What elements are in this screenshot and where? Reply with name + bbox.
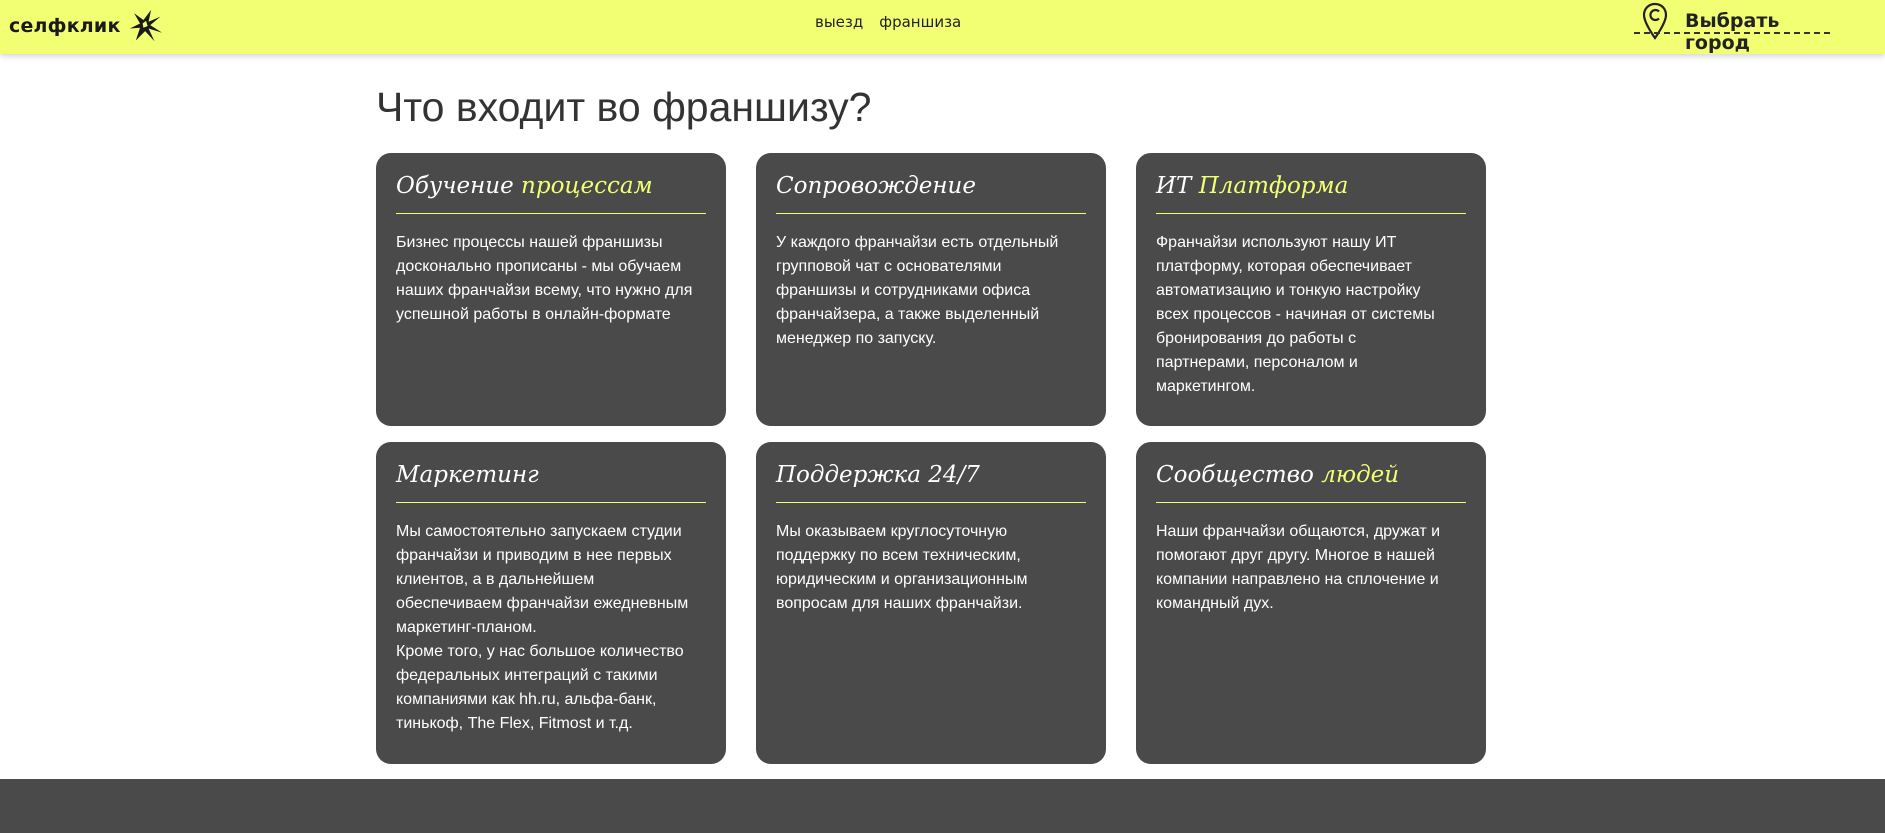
- card-title-accent: процессам: [521, 173, 653, 199]
- main-nav: [815, 13, 961, 31]
- card-title: [396, 460, 706, 490]
- card-title-accent: людей: [1321, 462, 1400, 488]
- card-divider: [776, 213, 1086, 214]
- card-divider: [1156, 213, 1466, 214]
- feature-card-it-platform: [1136, 153, 1486, 426]
- card-text: У каждого франчайзи есть отдельный групповой чат с основателями франшизы и сотрудниками офиса франчайзера, а также выделенный менеджер по запуску.: [776, 234, 1059, 347]
- site-header: [0, 0, 1885, 54]
- feature-card-training: [376, 153, 726, 426]
- card-divider: [396, 213, 706, 214]
- card-title-plain: Поддержка 24/7: [776, 462, 980, 488]
- city-selector-label: Выбрать город: [1685, 10, 1780, 54]
- logo[interactable]: [9, 9, 163, 43]
- feature-card-support-escort: [756, 153, 1106, 426]
- card-title-plain: ИТ: [1156, 173, 1199, 199]
- page-title: Что входит во франшизу?: [376, 84, 872, 130]
- card-title: [396, 171, 706, 201]
- nav-link-franchise[interactable]: франшиза: [879, 13, 962, 31]
- card-title: [776, 460, 1086, 490]
- card-title-plain: Сопровождение: [776, 173, 976, 199]
- card-divider: [1156, 502, 1466, 503]
- card-text: Бизнес процессы нашей франшизы досконально прописаны - мы обучаем наших франчайзи всему, что нужно для успешной работы в онлайн-формате: [396, 234, 693, 323]
- card-title: [1156, 460, 1466, 490]
- site-footer: [0, 779, 1885, 833]
- feature-card-support-247: [756, 442, 1106, 764]
- card-title: [776, 171, 1086, 201]
- logo-star-icon: [129, 9, 163, 43]
- card-text: Мы самостоятельно запускаем студии франчайзи и приводим в нее первых клиентов, а в дальнейшем обеспечиваем франчайзи ежедневным маркетинг-планом. Кроме того, у нас большое количество федеральных интеграций с такими компаниями как hh.ru, альфа-банк, тинькоф, The Flex, Fitmost и т.д.: [396, 523, 689, 732]
- city-selector[interactable]: [1630, 2, 1840, 54]
- card-divider: [776, 502, 1086, 503]
- card-text: Франчайзи используют нашу ИТ платформу, которая обеспечивает автоматизацию и тонкую настройку всех процессов - начиная от системы бронирования до работы с партнерами, персоналом и маркетингом.: [1156, 234, 1435, 395]
- card-title-accent: Платформа: [1198, 173, 1349, 199]
- card-title: [1156, 171, 1466, 201]
- card-divider: [396, 502, 706, 503]
- card-title-plain: Сообщество: [1156, 462, 1322, 488]
- card-text: Наши франчайзи общаются, дружат и помогают друг другу. Многое в нашей компании направлено на сплочение и командный дух.: [1156, 523, 1441, 612]
- feature-card-marketing: [376, 442, 726, 764]
- franchise-features-grid: [376, 153, 1486, 764]
- nav-link-trip[interactable]: выезд: [815, 13, 864, 31]
- feature-card-community: [1136, 442, 1486, 764]
- card-title-plain: Маркетинг: [396, 462, 539, 488]
- card-text: Мы оказываем круглосуточную поддержку по всем техническим, юридическим и организационным вопросам для наших франчайзи.: [776, 523, 1028, 612]
- city-selector-underline: [1634, 32, 1830, 34]
- location-pin-icon: [1642, 2, 1668, 40]
- logo-text: селфклик: [9, 15, 121, 37]
- card-title-plain: Обучение: [396, 173, 522, 199]
